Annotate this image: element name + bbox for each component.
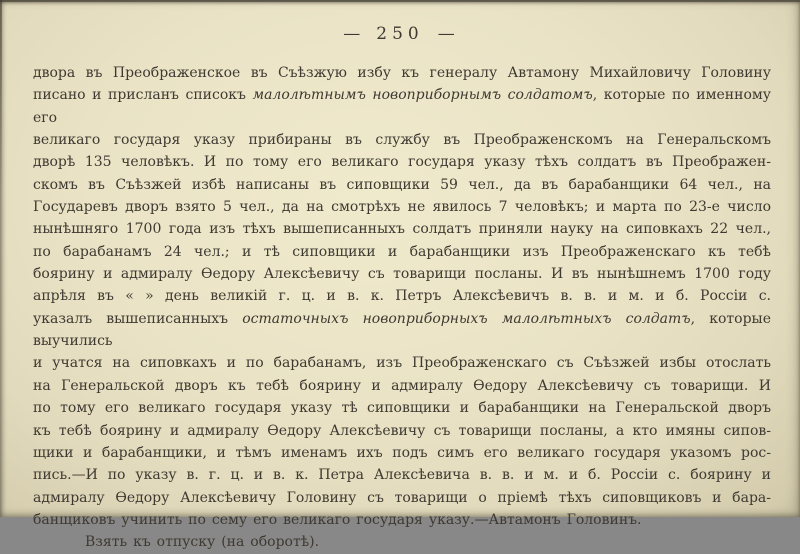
body-text: банщиковъ учинить по сему его великаго государя указу.—Автамонъ Головинъ. <box>33 511 642 528</box>
text-line <box>33 62 771 84</box>
text-line <box>33 285 771 307</box>
text-line <box>33 241 771 263</box>
text-line <box>33 464 771 486</box>
body-text: на Генеральской дворъ къ тебѣ боярину и адмиралу Ѳедору Алексѣевичу съ товарищи. И <box>33 377 771 394</box>
body-text: апрѣля въ « » день великій г. ц. и в. к. Петръ Алексѣевичъ в. в. и м. и б. Россіи с. <box>33 288 771 305</box>
body-text: писано и присланъ списокъ <box>33 87 253 104</box>
text-line <box>33 397 771 419</box>
text-line <box>33 375 771 397</box>
header-left-dash: — <box>343 24 363 44</box>
body-text: къ тебѣ боярину и адмиралу Ѳедору Алексѣевичу съ товарищи посланы, а кто имяны сипов- <box>33 422 771 439</box>
text-line <box>33 218 771 240</box>
text-line <box>33 487 771 509</box>
body-text: , которые выучились <box>33 310 771 350</box>
text-line <box>33 420 771 442</box>
body-text: по барабанамъ 24 чел.; и тѣ сиповщики и барабанщики изъ Преображенскаго къ тебѣ <box>33 243 771 260</box>
text-line <box>33 84 771 129</box>
body-text: и учатся на сиповкахъ и по барабанамъ, изъ Преображенскаго съ Съѣзжей избы отослать <box>33 355 771 372</box>
text-line <box>33 531 771 553</box>
body-text: скомъ въ Съѣзжей избѣ написаны въ сиповщики 59 чел., да въ барабанщики 64 чел., на <box>33 176 771 193</box>
body-text: двора въ Преображенское въ Съѣзжую избу къ генералу Автамону Михайловичу Головину <box>33 65 771 81</box>
header-right-dash: — <box>437 24 457 44</box>
body-text: боярину и адмиралу Ѳедору Алексѣевичу съ товарищи посланы. И въ нынѣшнемъ 1700 году <box>33 266 771 283</box>
body-text: Государевъ дворъ взято 5 чел., да на смотрѣхъ не явилось 7 человѣкъ; и марта по 23-е число <box>33 199 771 216</box>
body-text: нынѣшняго 1700 года изъ тѣхъ вышеписанныхъ солдатъ приняли науку на сиповкахъ 22 чел., <box>33 221 771 238</box>
document-text <box>33 62 771 554</box>
text-line <box>33 308 771 353</box>
page-header <box>0 24 800 44</box>
body-text: пись.—И по указу в. г. ц. и в. к. Петра Алексѣевича в. в. и м. и б. Россіи с. боярину и <box>33 467 771 484</box>
emphasized-text: остаточныхъ новоприборныхъ малолѣтныхъ солдатъ <box>242 310 691 327</box>
text-line <box>33 196 771 218</box>
body-text: Взять къ отпуску (на оборотѣ). <box>85 534 320 551</box>
body-text: дворѣ 135 человѣкъ. И по тому его великаго государя указу тѣхъ солдатъ въ Преображен- <box>33 154 771 171</box>
scan-edge-top <box>0 0 800 2</box>
body-text: адмиралу Ѳедору Алексѣевичу Головину съ товарищи о пріемѣ тѣхъ сиповщиковъ и бара- <box>33 489 771 506</box>
body-text: щики и барабанщики, и тѣмъ именамъ ихъ подъ симъ его великаго государя указомъ рос- <box>33 444 771 461</box>
text-line <box>33 151 771 173</box>
text-line <box>33 263 771 285</box>
text-line <box>33 442 771 464</box>
page-number: 250 <box>376 24 424 44</box>
body-text: великаго государя указу прибираны въ службу въ Преображенскомъ на Генеральскомъ <box>33 132 771 149</box>
emphasized-text: малолѣтнымъ новоприборнымъ солдатомъ <box>252 87 593 104</box>
text-line <box>33 352 771 374</box>
text-line <box>33 174 771 196</box>
body-text: по тому его великаго государя указу тѣ сиповщики и барабанщики на Генеральской дворъ <box>33 400 771 417</box>
body-text: указалъ вышеписанныхъ <box>33 310 243 327</box>
body-text: , которые по именному его <box>33 87 772 126</box>
text-line <box>33 509 771 531</box>
text-line <box>33 129 771 151</box>
